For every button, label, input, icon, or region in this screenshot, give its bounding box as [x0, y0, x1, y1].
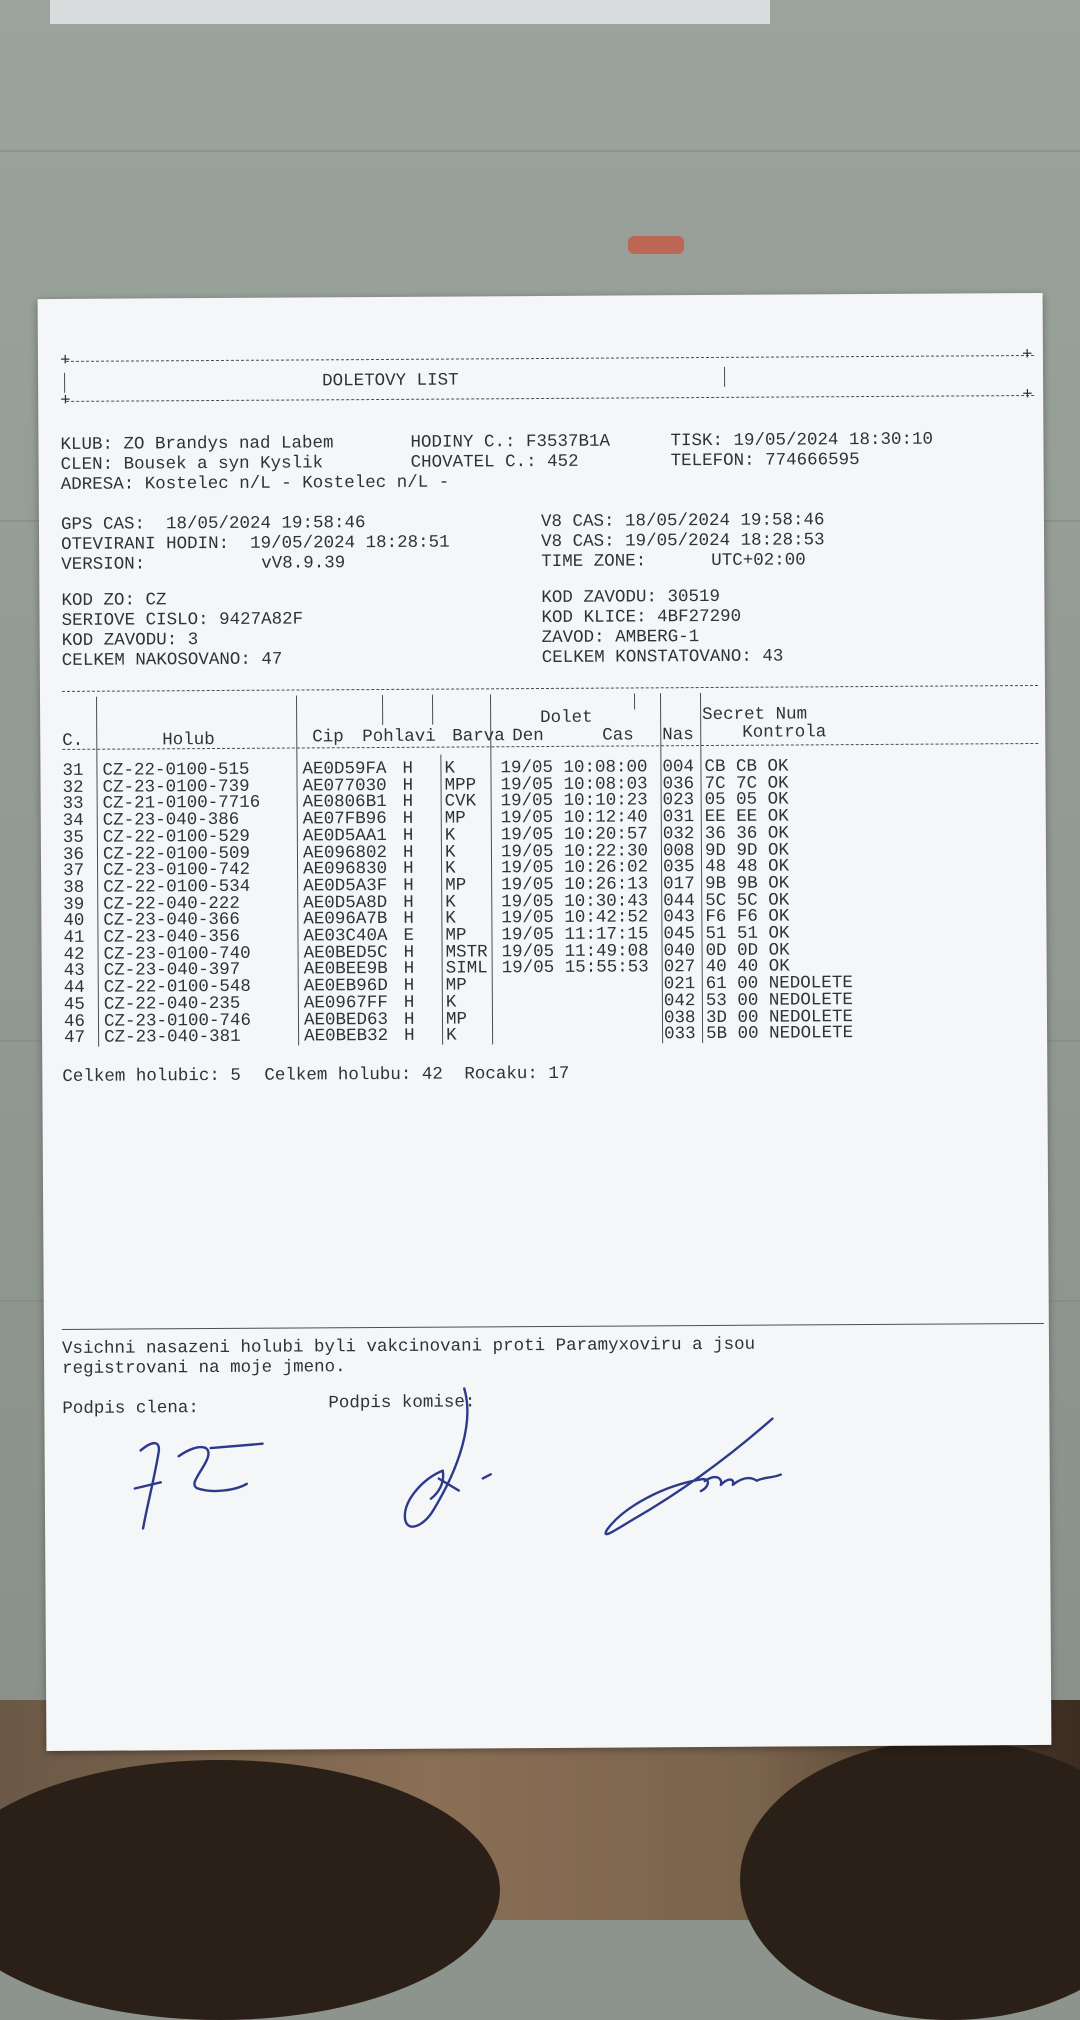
row-ring-id: CZ-22-0100-529 [102, 826, 250, 848]
row-nas: 017 [663, 873, 695, 895]
row-color: K [445, 858, 456, 879]
timezone-label: TIME ZONE: [541, 551, 647, 573]
row-number: 31 [62, 760, 84, 781]
corner-mark: + [60, 390, 71, 411]
zavod: ZAVOD: AMBERG-1 [541, 627, 700, 649]
row-chip: AE0806B1 [302, 792, 387, 813]
row-nas: 004 [662, 757, 695, 778]
row-chip: AE0BED5C [303, 942, 388, 964]
row-ring-id: CZ-22-040-235 [103, 993, 241, 1015]
row-arrival-time: 19/05 10:12:40 [500, 807, 648, 829]
background-paper-edge [50, 0, 770, 24]
row-kontrola: 51 51 OK [705, 923, 790, 945]
row-sex: H [402, 758, 414, 779]
hodiny-line: HODINY C.: F3537B1A [410, 431, 611, 453]
row-kontrola: 5C 5C OK [705, 890, 790, 911]
row-chip: AE0D5AA1 [302, 825, 387, 847]
row-nas: 044 [663, 890, 695, 911]
vaccination-statement-line-2: registrovani na moje jmeno. [62, 1357, 346, 1379]
row-chip: AE0BED63 [303, 1009, 389, 1030]
row-number: 39 [63, 894, 85, 915]
row-sex: H [403, 892, 414, 913]
vaccination-statement-line-1: Vsichni nasazeni holubi byli vakcinovani proti Paramyxoviru a jsou [61, 1334, 756, 1359]
row-kontrola: F6 F6 OK [705, 906, 790, 928]
row-ring-id: CZ-22-0100-534 [103, 876, 251, 898]
row-sex: H [403, 975, 415, 996]
clen-line: CLEN: Bousek a syn Kyslik [60, 453, 324, 475]
row-ring-id: CZ-21-0100-7716 [102, 793, 261, 815]
col-sep-pohlavi [440, 755, 443, 1045]
row-kontrola: 48 48 OK [704, 856, 790, 878]
member-signature-label: Podpis clena: [62, 1398, 199, 1419]
seriove-cislo: SERIOVE CISLO: 9427A82F [61, 609, 304, 631]
row-color: MP [445, 925, 467, 946]
celkem-konstatovano: CELKEM KONSTATOVANO: 43 [541, 646, 784, 669]
title-bottom-rule [66, 395, 1034, 402]
row-chip: AE0D5A3F [303, 875, 388, 897]
row-nas: 040 [663, 940, 696, 961]
dark-shadow-left [0, 1760, 500, 2020]
row-number: 37 [63, 860, 85, 882]
row-kontrola: 9B 9B OK [705, 873, 790, 894]
row-kontrola: 0D 0D OK [705, 940, 790, 961]
kod-zo: KOD ZO: CZ [61, 590, 167, 611]
row-number: 42 [63, 944, 85, 965]
col-header-cip: Cip [312, 727, 344, 748]
row-kontrola: 53 00 NEDOLETE [705, 989, 853, 1011]
row-number: 35 [62, 827, 84, 848]
row-chip: AE096802 [302, 842, 388, 863]
col-header-barva: Barva [452, 726, 505, 747]
row-color: K [444, 842, 456, 863]
race-sheet-paper [38, 293, 1052, 1751]
row-ring-id: CZ-23-0100-740 [103, 943, 251, 965]
row-kontrola: 05 05 OK [704, 789, 789, 811]
row-number: 41 [63, 927, 85, 948]
col-sep-cip-header [382, 695, 383, 725]
col-header-secret-num: Secret Num [702, 704, 808, 726]
row-ring-id: CZ-23-040-381 [104, 1027, 241, 1048]
row-sex: H [403, 1009, 415, 1030]
row-kontrola: 7C 7C OK [704, 773, 789, 794]
row-nas: 035 [662, 857, 695, 878]
row-number: 33 [62, 794, 84, 815]
col-header-den: Den [512, 725, 544, 747]
row-kontrola: 40 40 OK [705, 956, 790, 978]
corner-mark: + [1021, 345, 1033, 366]
kod-zavodu-left: KOD ZAVODU: 3 [61, 630, 199, 651]
row-nas: 031 [662, 807, 695, 828]
row-chip: AE0BEE9B [303, 959, 388, 980]
row-number: 47 [64, 1027, 86, 1049]
title-top-rule [66, 355, 1034, 362]
col-sep-pohlavi-header [432, 695, 433, 725]
col-header-dolet: Dolet [540, 707, 593, 729]
row-sex: H [402, 825, 414, 846]
total-holubu: Celkem holubu: 42 [264, 1064, 443, 1086]
row-arrival-time: 19/05 10:22:30 [500, 840, 649, 862]
row-number: 34 [62, 810, 84, 832]
commission-signature-scribble-1 [382, 1382, 503, 1543]
row-ring-id: CZ-22-040-222 [103, 893, 240, 915]
row-arrival-time: 19/05 10:26:02 [501, 857, 649, 879]
row-nas: 042 [663, 990, 696, 1012]
row-kontrola: 3D 00 NEDOLETE [705, 1006, 854, 1028]
row-number: 46 [63, 1011, 86, 1032]
row-color: MP [445, 875, 467, 896]
row-chip: AE077030 [302, 775, 387, 797]
row-color: MP [445, 975, 467, 996]
row-color: MSTR [445, 942, 488, 963]
row-ring-id: CZ-23-040-397 [103, 960, 241, 982]
row-kontrola: 9D 9D OK [704, 840, 790, 861]
page-title: DOLETOVY LIST [322, 370, 459, 392]
row-sex: E [403, 925, 415, 946]
row-nas: 036 [662, 773, 695, 794]
total-holubic: Celkem holubic: 5 [62, 1065, 241, 1087]
corner-mark: + [1022, 385, 1033, 406]
row-nas: 043 [663, 907, 695, 928]
row-ring-id: CZ-23-0100-739 [102, 776, 250, 798]
row-color: K [444, 825, 456, 846]
corner-mark: + [59, 350, 71, 371]
version-value: vV8.9.39 [261, 553, 346, 574]
row-arrival-time: 19/05 10:20:57 [500, 824, 648, 846]
row-kontrola: 5B 00 NEDOLETE [706, 1023, 854, 1045]
row-number: 45 [63, 994, 85, 1015]
timezone-value: UTC+02:00 [711, 550, 806, 571]
row-ring-id: CZ-23-0100-742 [103, 859, 251, 881]
row-color: K [445, 892, 456, 913]
title-left-bar [64, 373, 65, 393]
version-label: VERSION: [61, 554, 146, 575]
row-nas: 033 [664, 1024, 696, 1045]
footer-rule [62, 1323, 1044, 1330]
col-header-pohlavi: Pohlavi [362, 726, 436, 748]
col-header-holub: Holub [162, 730, 215, 751]
row-sex: H [403, 959, 415, 980]
row-sex: H [403, 858, 414, 880]
row-chip: AE096830 [303, 859, 388, 880]
row-number: 36 [62, 844, 85, 865]
title-right-bar [724, 367, 725, 387]
row-chip: AE0967FF [303, 992, 388, 1014]
row-sex: H [402, 808, 414, 829]
row-nas: 038 [663, 1007, 696, 1028]
row-color: CVK [444, 791, 477, 812]
row-chip: AE0D59FA [302, 758, 387, 780]
row-nas: 027 [663, 957, 696, 978]
col-header-kontrola: Kontrola [742, 722, 827, 743]
commission-signature-scribble-2 [592, 1414, 793, 1545]
row-sex: H [403, 942, 415, 963]
col-header-nas: Nas [662, 725, 694, 746]
row-ring-id: CZ-23-040-386 [102, 809, 240, 831]
v8-cas-1: V8 CAS: 18/05/2024 19:58:46 [540, 510, 825, 533]
row-sex: H [402, 792, 414, 813]
row-color: K [444, 758, 456, 779]
row-nas: 032 [662, 823, 695, 845]
col-header-c: C. [62, 730, 84, 751]
row-color: MP [445, 1008, 468, 1030]
row-sex: H [403, 992, 415, 1013]
row-number: 43 [63, 961, 85, 982]
row-number: 38 [63, 877, 85, 898]
row-nas: 045 [663, 924, 696, 945]
row-chip: AE0BEB32 [304, 1026, 389, 1047]
row-ring-id: CZ-22-0100-515 [102, 759, 250, 781]
row-ring-id: CZ-23-040-366 [103, 910, 240, 931]
row-nas: 021 [663, 974, 696, 995]
row-color: MP [444, 808, 466, 829]
row-number: 40 [63, 911, 85, 932]
document-content [38, 293, 1052, 1751]
row-ring-id: CZ-22-0100-548 [103, 976, 251, 998]
row-number: 32 [62, 777, 84, 798]
row-chip: AE096A7B [303, 909, 388, 930]
row-sex: H [403, 909, 414, 930]
row-chip: AE03C40A [303, 925, 388, 947]
row-color: MPP [444, 775, 477, 796]
row-kontrola: 61 00 NEDOLETE [705, 973, 853, 995]
commission-signature-label: Podpis komise: [328, 1392, 476, 1414]
celkem-nakosovano: CELKEM NAKOSOVANO: 47 [61, 649, 283, 671]
row-nas: 023 [662, 790, 695, 811]
chovatel-line: CHOVATEL C.: 452 [410, 451, 579, 473]
row-arrival-time: 19/05 10:30:43 [501, 890, 649, 912]
row-chip: AE0D5A8D [303, 892, 388, 914]
row-arrival-time: 19/05 10:08:03 [500, 774, 648, 795]
dark-shadow-right [740, 1740, 1080, 2020]
row-sex: H [402, 842, 414, 863]
row-ring-id: CZ-22-0100-509 [102, 843, 251, 865]
row-kontrola: EE EE OK [704, 806, 789, 828]
red-paint-speck [628, 236, 684, 254]
tisk-line: TISK: 19/05/2024 18:30:10 [670, 429, 934, 452]
telefon-line: TELEFON: 774666595 [670, 450, 860, 472]
row-arrival-time: 19/05 10:42:52 [501, 907, 649, 929]
row-arrival-time: 19/05 10:08:00 [500, 757, 648, 779]
otevirani-hodin: OTEVIRANI HODIN: 19/05/2024 18:28:51 [61, 532, 450, 555]
kod-klice: KOD KLICE: 4BF27290 [541, 606, 742, 629]
row-arrival-time: 19/05 11:49:08 [501, 941, 649, 962]
row-sex: H [402, 775, 414, 796]
v8-cas-2: V8 CAS: 19/05/2024 18:28:53 [541, 530, 825, 553]
row-ring-id: CZ-23-0100-746 [103, 1010, 252, 1032]
row-arrival-time: 19/05 10:26:13 [501, 874, 649, 896]
col-sep-dolet-header [634, 693, 635, 709]
row-kontrola: 36 36 OK [704, 823, 789, 844]
row-arrival-time: 19/05 11:17:15 [501, 924, 649, 946]
row-ring-id: CZ-23-040-356 [103, 926, 241, 948]
row-nas: 008 [662, 840, 695, 861]
row-chip: AE0EB96D [303, 976, 388, 997]
member-signature-scribble [130, 1428, 271, 1539]
row-sex: H [403, 875, 414, 896]
row-number: 44 [63, 977, 85, 999]
row-sex: H [404, 1025, 415, 1047]
row-color: K [445, 908, 456, 929]
klub-line: KLUB: ZO Brandys nad Labem [60, 433, 334, 455]
row-kontrola: CB CB OK [704, 756, 789, 778]
row-color: K [446, 1025, 457, 1046]
row-arrival-time: 19/05 10:10:23 [500, 790, 648, 812]
adresa-line: ADRESA: Kostelec n/L - Kostelec n/L - [60, 472, 450, 495]
kod-zavodu-right: KOD ZAVODU: 30519 [541, 586, 720, 609]
col-header-cas: Cas [602, 725, 634, 746]
row-chip: AE07FB96 [302, 809, 387, 830]
table-top-rule [62, 685, 1038, 692]
plank-seam [0, 150, 1080, 152]
row-color: K [445, 992, 457, 1013]
total-rocaku: Rocaku: 17 [464, 1063, 570, 1085]
row-color: SIML [445, 958, 488, 979]
row-arrival-time: 19/05 15:55:53 [501, 957, 649, 979]
gps-cas: GPS CAS: 18/05/2024 19:58:46 [60, 513, 366, 535]
